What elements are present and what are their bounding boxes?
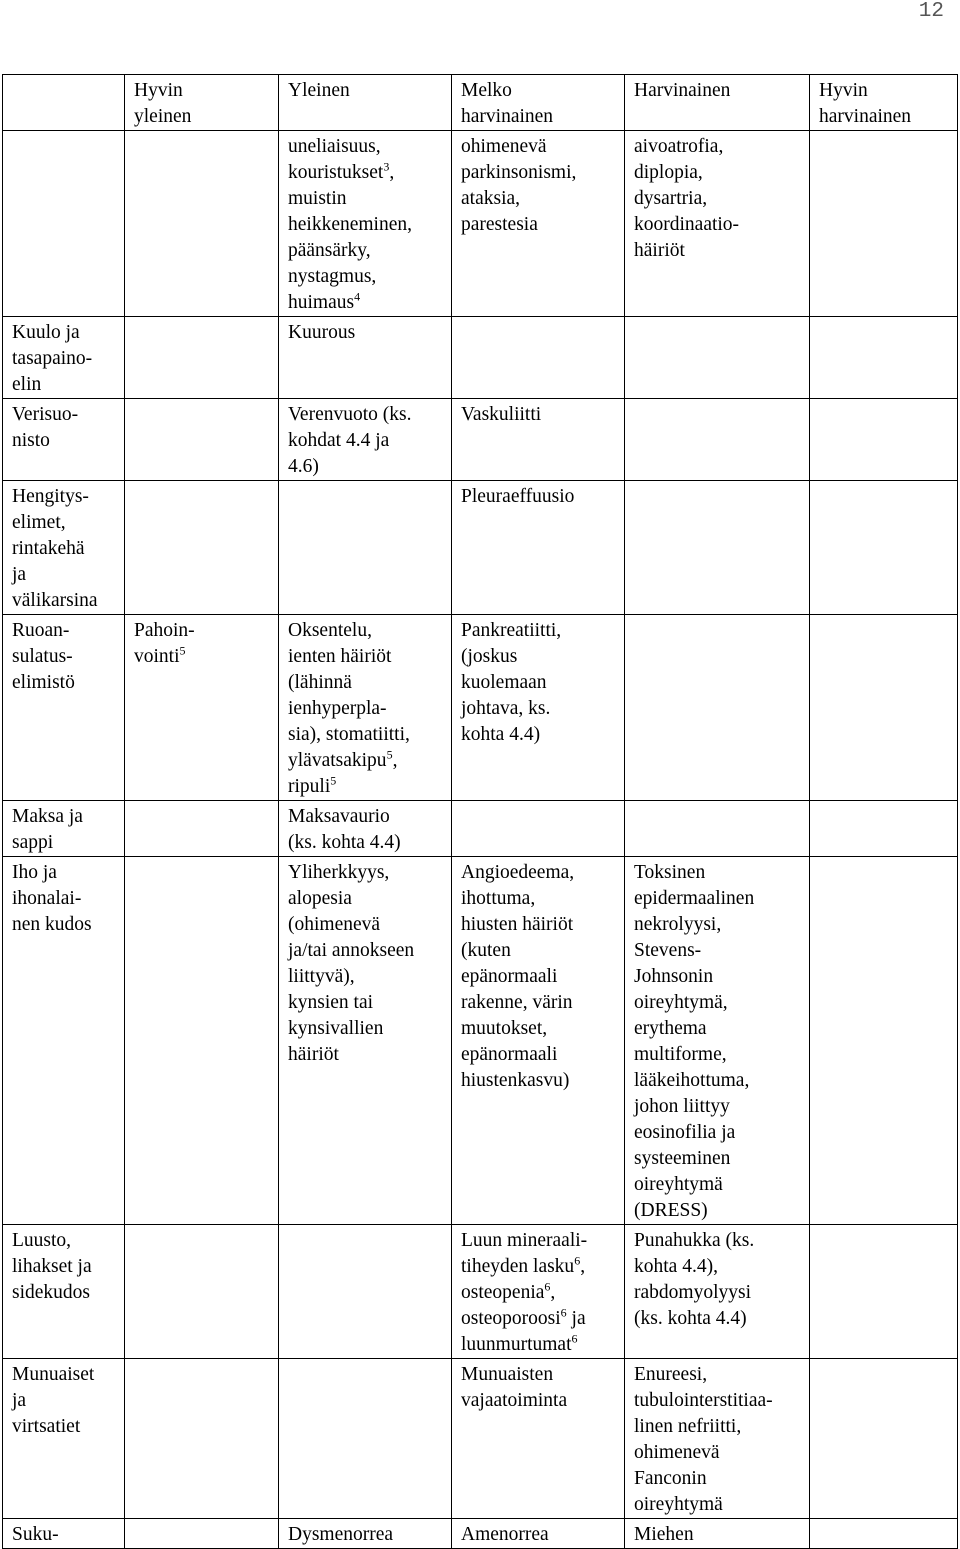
table-row — [3, 1519, 958, 1549]
common-cell — [279, 857, 452, 1225]
uncommon-cell — [452, 615, 625, 801]
very-rare-cell — [810, 317, 958, 399]
cell-text: Munuaiset ja virtsatiet — [12, 1364, 95, 1437]
table-row — [3, 801, 958, 857]
cell-text: Dysmenorrea — [288, 1524, 394, 1545]
very-rare-cell — [810, 1225, 958, 1359]
common-cell — [279, 801, 452, 857]
cell-text: Miehen — [634, 1524, 694, 1545]
cell-text: Hyvin harvinainen — [819, 80, 912, 127]
table-row — [3, 1359, 958, 1519]
cell-text: Pankreatiitti, (joskus kuolemaan johtava, ks. kohta 4.4) — [461, 620, 562, 745]
very-rare-cell — [810, 399, 958, 481]
footnote-marker: 6 — [571, 1331, 578, 1346]
very-common-cell — [125, 615, 279, 801]
footnote-marker: 6 — [574, 1253, 581, 1268]
organ-class-cell — [3, 131, 125, 317]
cell-text: Verisuo- nisto — [12, 404, 79, 451]
uncommon-cell — [452, 857, 625, 1225]
table-header-row — [3, 75, 958, 131]
uncommon-cell — [452, 801, 625, 857]
footnote-marker: 3 — [383, 159, 390, 174]
rare-cell — [625, 1225, 810, 1359]
table-row — [3, 857, 958, 1225]
very-common-cell — [125, 1225, 279, 1359]
uncommon-cell — [452, 1225, 625, 1359]
table-row — [3, 317, 958, 399]
rare-cell — [625, 1359, 810, 1519]
cell-text: Luun mineraali- tiheyden lasku$^6$, osteopenia$^6$, osteoporoosi$^6$ ja luunmurtumat$^6$ — [461, 1230, 588, 1355]
very-rare-cell — [810, 1359, 958, 1519]
footnote-marker: 4 — [354, 289, 361, 304]
very-rare-cell — [810, 481, 958, 615]
cell-text: Iho ja ihonalai- nen kudos — [12, 862, 92, 935]
very-common-cell — [125, 801, 279, 857]
organ-class-cell — [3, 615, 125, 801]
common-cell — [279, 1519, 452, 1549]
common-cell — [279, 615, 452, 801]
cell-text: Kuulo ja tasapaino- elin — [12, 322, 93, 395]
organ-class-cell — [3, 317, 125, 399]
rare-cell — [625, 857, 810, 1225]
column-header — [125, 75, 279, 131]
very-common-cell — [125, 399, 279, 481]
cell-text: Yliherkkyys, alopesia (ohimenevä ja/tai annokseen liittyvä), kynsien tai kynsivallien häiriöt — [288, 862, 415, 1065]
common-cell — [279, 317, 452, 399]
column-header — [810, 75, 958, 131]
organ-class-cell — [3, 481, 125, 615]
cell-text: Oksentelu, ienten häiriöt (lähinnä ienhyperpla- sia), stomatiitti, ylävatsakipu$^5$, ripuli$^5$ — [288, 620, 410, 797]
rare-cell — [625, 615, 810, 801]
very-common-cell — [125, 1519, 279, 1549]
cell-text: Munuaisten vajaatoiminta — [461, 1364, 568, 1411]
organ-class-cell — [3, 399, 125, 481]
cell-text: Toksinen epidermaalinen nekrolyysi, Stevens- Johnsonin oireyhtymä, erythema multiforme, lääkeihottuma, johon liittyy eosinofilia ja systeeminen oireyhtymä (DRESS) — [634, 862, 755, 1221]
common-cell — [279, 131, 452, 317]
column-header — [452, 75, 625, 131]
table-row — [3, 615, 958, 801]
cell-text: Yleinen — [288, 80, 350, 101]
very-rare-cell — [810, 857, 958, 1225]
table-row — [3, 131, 958, 317]
table-row — [3, 1225, 958, 1359]
very-common-cell — [125, 317, 279, 399]
cell-text: Verenvuoto (ks. kohdat 4.4 ja 4.6) — [288, 404, 412, 477]
common-cell — [279, 481, 452, 615]
cell-text: Amenorrea — [461, 1524, 549, 1545]
rare-cell — [625, 399, 810, 481]
organ-class-cell — [3, 1359, 125, 1519]
very-rare-cell — [810, 1519, 958, 1549]
very-common-cell — [125, 481, 279, 615]
cell-text: ohimenevä parkinsonismi, ataksia, parestesia — [461, 136, 577, 235]
cell-text: Harvinainen — [634, 80, 731, 101]
organ-class-cell — [3, 1519, 125, 1549]
cell-text: aivoatrofia, diplopia, dysartria, koordinaatio- häiriöt — [634, 136, 740, 261]
cell-text: Hengitys- elimet, rintakehä ja välikarsina — [12, 486, 98, 611]
footnote-marker: 6 — [544, 1279, 551, 1294]
cell-text: Kuurous — [288, 322, 356, 343]
footnote-marker: 5 — [386, 747, 393, 762]
common-cell — [279, 1225, 452, 1359]
cell-text: Enureesi, tubulointerstitiaa- linen nefriitti, ohimenevä Fanconin oireyhtymä — [634, 1364, 773, 1515]
cell-text: uneliaisuus, kouristukset$^3$, muistin heikkeneminen, päänsärky, nystagmus, huimaus$^4$ — [288, 136, 412, 313]
very-common-cell — [125, 857, 279, 1225]
organ-class-cell — [3, 857, 125, 1225]
page-number: 12 — [918, 0, 944, 23]
very-rare-cell — [810, 801, 958, 857]
organ-class-cell — [3, 801, 125, 857]
uncommon-cell — [452, 1519, 625, 1549]
cell-text: Punahukka (ks. kohta 4.4), rabdomyolyysi (ks. kohta 4.4) — [634, 1230, 755, 1329]
footnote-marker: 5 — [179, 643, 186, 658]
footnote-marker: 5 — [330, 773, 337, 788]
uncommon-cell — [452, 481, 625, 615]
very-common-cell — [125, 131, 279, 317]
adverse-reactions-table — [2, 74, 958, 1549]
column-header — [3, 75, 125, 131]
column-header — [625, 75, 810, 131]
uncommon-cell — [452, 317, 625, 399]
cell-text: Pahoin- vointi$^5$ — [134, 620, 195, 667]
cell-text: Luusto, lihakset ja sidekudos — [12, 1230, 92, 1303]
rare-cell — [625, 131, 810, 317]
cell-text: Hyvin yleinen — [134, 80, 192, 127]
uncommon-cell — [452, 131, 625, 317]
cell-text: Suku- — [12, 1524, 59, 1545]
table-row — [3, 481, 958, 615]
very-rare-cell — [810, 615, 958, 801]
very-common-cell — [125, 1359, 279, 1519]
cell-text: Pleuraeffuusio — [461, 486, 575, 507]
cell-text: Angioedeema, ihottuma, hiusten häiriöt (kuten epänormaali rakenne, värin muutokset, epänormaali hiustenkasvu) — [461, 862, 575, 1091]
column-header — [279, 75, 452, 131]
common-cell — [279, 399, 452, 481]
cell-text: Melko harvinainen — [461, 80, 554, 127]
cell-text: Ruoan- sulatus- elimistö — [12, 620, 75, 693]
rare-cell — [625, 481, 810, 615]
uncommon-cell — [452, 1359, 625, 1519]
table-row — [3, 399, 958, 481]
uncommon-cell — [452, 399, 625, 481]
footnote-marker: 6 — [560, 1305, 567, 1320]
organ-class-cell — [3, 1225, 125, 1359]
very-rare-cell — [810, 131, 958, 317]
cell-text: Vaskuliitti — [461, 404, 542, 425]
rare-cell — [625, 1519, 810, 1549]
common-cell — [279, 1359, 452, 1519]
cell-text: Maksavaurio (ks. kohta 4.4) — [288, 806, 401, 853]
cell-text: Maksa ja sappi — [12, 806, 83, 853]
rare-cell — [625, 801, 810, 857]
rare-cell — [625, 317, 810, 399]
